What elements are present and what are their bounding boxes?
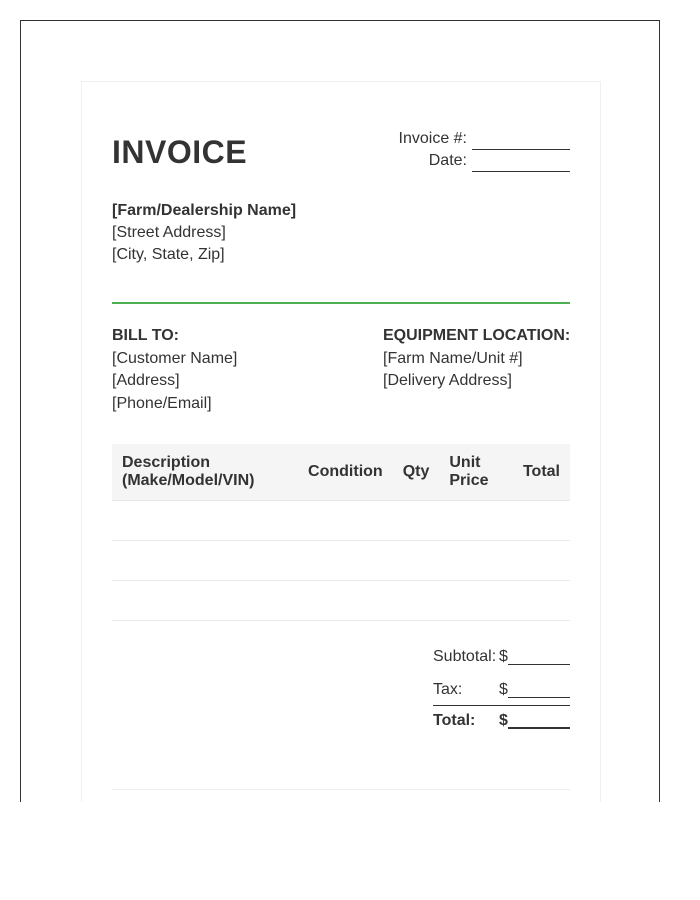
tax-label: Tax: <box>433 681 463 698</box>
total-label: Total: <box>433 712 476 729</box>
cell-unit-price[interactable] <box>439 541 513 581</box>
header-unit-price-line2: Price <box>449 472 489 489</box>
cell-condition[interactable] <box>298 581 393 621</box>
header-unit-price <box>439 444 513 501</box>
tax-field[interactable] <box>508 697 570 698</box>
invoice-date-field[interactable] <box>472 155 570 172</box>
cell-condition[interactable] <box>298 501 393 541</box>
bill-to-contact: [Phone/Email] <box>112 394 212 412</box>
table-row <box>112 581 570 621</box>
company-street: [Street Address] <box>112 224 226 241</box>
table-row <box>112 541 570 581</box>
bill-to-block <box>112 325 237 415</box>
subtotal-currency: $ <box>499 648 508 665</box>
header-unit-price-line1: Unit <box>449 454 481 471</box>
bill-to-heading: BILL TO: <box>112 327 179 344</box>
cell-qty[interactable] <box>393 501 440 541</box>
cell-description[interactable] <box>112 581 298 621</box>
total-currency: $ <box>499 712 508 729</box>
equipment-location-block <box>383 325 570 393</box>
cell-qty[interactable] <box>393 581 440 621</box>
header-total: Total <box>513 444 570 501</box>
equipment-location-heading: EQUIPMENT LOCATION: <box>383 327 571 344</box>
table-header-row <box>112 444 570 501</box>
cell-total[interactable] <box>513 541 570 581</box>
totals-block <box>433 646 570 732</box>
cell-unit-price[interactable] <box>439 501 513 541</box>
header-qty: Qty <box>393 444 440 501</box>
invoice-number-row <box>399 128 570 150</box>
cell-total[interactable] <box>513 501 570 541</box>
header-description-line1: Description <box>122 454 211 471</box>
equipment-location-farm: [Farm Name/Unit #] <box>383 349 523 367</box>
bill-to-address: [Address] <box>112 372 180 389</box>
invoice-date-label: Date: <box>428 152 467 169</box>
subtotal-row <box>433 646 570 668</box>
header-description <box>112 444 298 501</box>
invoice-number-field[interactable] <box>472 133 570 150</box>
invoice-date-row <box>399 150 570 172</box>
header-condition: Condition <box>298 444 393 501</box>
tax-currency: $ <box>499 681 508 698</box>
header-description-line2: (Make/Model/VIN) <box>122 472 255 489</box>
totals-separator <box>433 705 570 706</box>
company-name: [Farm/Dealership Name] <box>112 202 297 219</box>
bill-to-customer: [Customer Name] <box>112 349 238 367</box>
subtotal-field[interactable] <box>508 664 570 665</box>
total-row <box>433 710 570 732</box>
company-block <box>112 200 296 266</box>
invoice-number-label: Invoice #: <box>398 130 467 147</box>
table-row <box>112 501 570 541</box>
cell-total[interactable] <box>513 581 570 621</box>
invoice-title: INVOICE <box>112 134 248 170</box>
invoice-meta <box>399 128 570 172</box>
total-field[interactable] <box>508 727 570 729</box>
cell-unit-price[interactable] <box>439 581 513 621</box>
line-items-table <box>112 444 570 621</box>
cell-qty[interactable] <box>393 541 440 581</box>
accent-divider <box>112 302 570 304</box>
footer-rule <box>112 789 570 790</box>
cell-description[interactable] <box>112 541 298 581</box>
cell-description[interactable] <box>112 501 298 541</box>
cell-condition[interactable] <box>298 541 393 581</box>
company-city: [City, State, Zip] <box>112 246 225 263</box>
tax-row <box>433 679 570 701</box>
subtotal-label: Subtotal: <box>433 648 497 665</box>
equipment-location-delivery: [Delivery Address] <box>383 372 512 389</box>
